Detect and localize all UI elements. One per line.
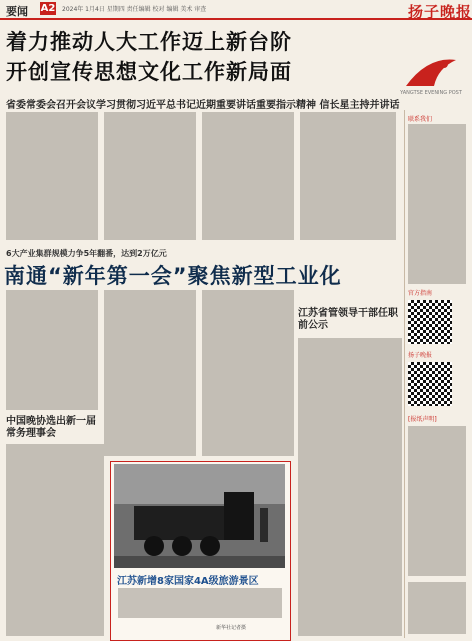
app-label: 官方指南 <box>408 290 433 297</box>
wechat-label: 扬子晚报 <box>408 352 433 359</box>
photo-credit: 新华社记者摄 <box>216 625 247 631</box>
logo-caption: YANGTSE EVENING POST <box>400 90 462 96</box>
lead-body-col4 <box>300 112 396 240</box>
story2-body-col3 <box>202 290 294 456</box>
right-column-rule <box>404 110 405 638</box>
wechat-qr-code[interactable] <box>408 362 452 406</box>
lead-headline-line1: 着力推动人大工作迈上新台阶 <box>6 30 292 54</box>
lead-body-col1 <box>6 112 98 240</box>
masthead: 扬子晚报 <box>408 3 472 21</box>
app-qr-code[interactable] <box>408 300 452 344</box>
story2-body-col1 <box>6 290 98 410</box>
page-number-badge: A2 <box>40 3 56 14</box>
contact-info <box>408 124 466 284</box>
lead-body-col2 <box>104 112 196 240</box>
contact-label: 联系我们 <box>408 116 433 123</box>
small-story-headline: 中国晚协选出新一届常务理事会 <box>6 416 96 439</box>
small-story-body <box>6 444 104 636</box>
story2-kicker: 6大产业集群规模力争5年翻番，达到2万亿元 <box>6 249 167 258</box>
story2-body-col2 <box>104 290 196 456</box>
photo-caption: 江苏新增8家国家4A级旅游景区 <box>117 576 259 587</box>
issue-meta: 2024年 1月4日 星期四 责任编辑 校对 编辑 美术 审查 <box>62 6 207 13</box>
editor-credits <box>408 582 466 634</box>
lead-headline-line2: 开创宣传思想文化工作新局面 <box>6 60 292 84</box>
locomotive-photo <box>114 464 285 568</box>
lead-body-col3 <box>202 112 294 240</box>
section-label: 要闻 <box>6 5 28 18</box>
photo-story-body <box>118 588 282 618</box>
lead-deck: 省委常委会召开会议学习贯彻习近平总书记近期重要讲话重要指示精神 信长星主持并讲话 <box>6 100 400 111</box>
side-story-headline: 江苏省管领导干部任职前公示 <box>298 308 398 331</box>
notice-body <box>408 426 466 576</box>
notice-label: [报纸声明] <box>408 416 437 423</box>
story2-headline: 南通“新年第一会”聚焦新型工业化 <box>4 264 342 288</box>
side-story-body <box>298 338 402 636</box>
